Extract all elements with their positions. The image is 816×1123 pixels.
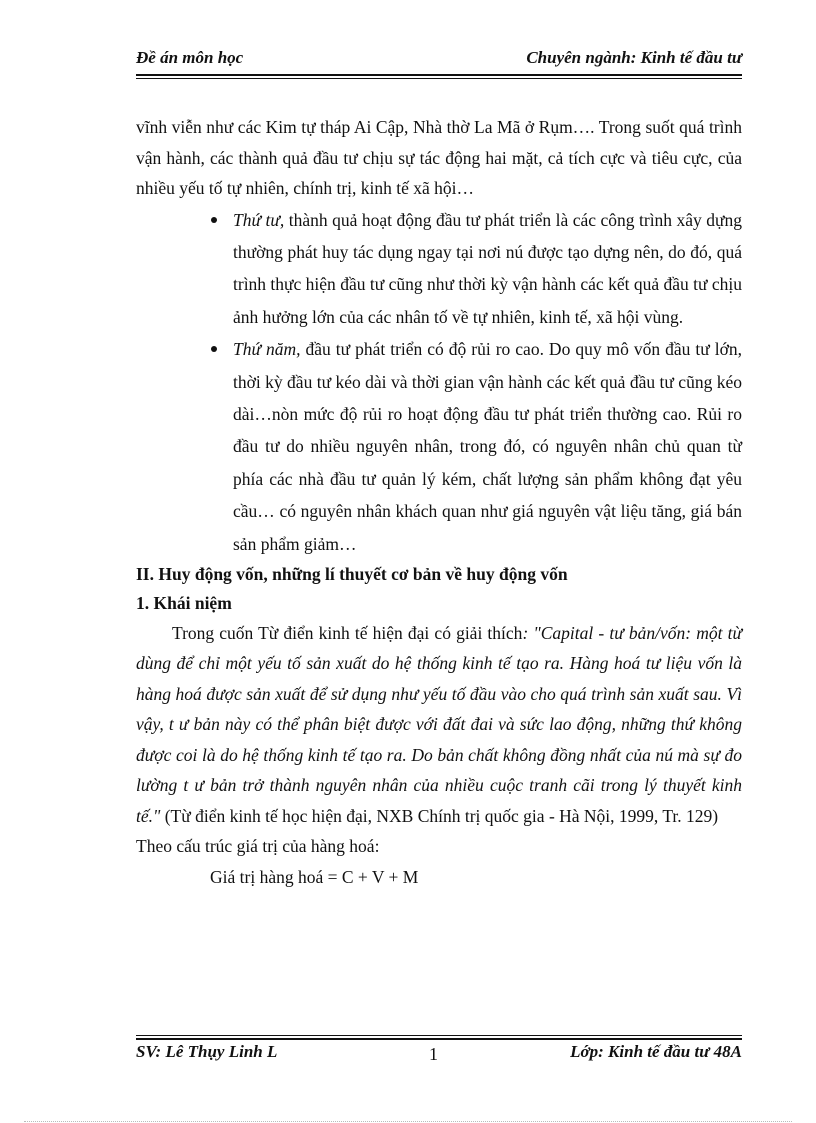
definition-lead: Trong cuốn Từ điển kinh tế hiện đại có giải thích bbox=[172, 622, 523, 643]
bullet-dot-icon bbox=[211, 217, 217, 223]
page-footer bbox=[136, 1042, 742, 1068]
bullet-lead: Thứ năm, bbox=[233, 339, 301, 360]
bullet-text: đầu tư phát triển có độ rủi ro cao. Do quy mô vốn đầu tư lớn, thời kỳ đầu tư kéo dài và thời gian vận hành các kết quả đầu tư cũng kéo dài…nòn mức độ rủi ro hoạt động đầu tư phát triển thường cao. Rủi ro đầu tư do nhiều nguyên nhân, trong đó, có nguyên nhân chủ quan từ phía các nhà đầu tư quản lý kém, chất lượng sản phẩm không đạt yêu cầu… có nguyên nhân khách quan như giá nguyên vật liệu tăng, giá bán sản phẩm giảm… bbox=[233, 339, 742, 554]
value-formula: Giá trị hàng hoá = C + V + M bbox=[210, 866, 419, 887]
structure-paragraph: Theo cấu trúc giá trị của hàng hoá: bbox=[136, 836, 380, 857]
definition-paragraph bbox=[136, 618, 742, 832]
footer-student: SV: Lê Thụy Linh L bbox=[136, 1042, 278, 1061]
page-number: 1 bbox=[429, 1044, 438, 1064]
footer-rule-thick bbox=[136, 1038, 742, 1040]
bullet-text: thành quả hoạt động đầu tư phát triển là các công trình xây dựng thường phát huy tác dụng ngay tại nơi nú được tạo dựng nên, do đó, quá trình thực hiện đầu tư cũng như thời kỳ vận hành các kết quả đầu tư chịu ảnh hưởng lớn của các nhân tố về tự nhiên, kinh tế, xã hội vùng. bbox=[233, 209, 743, 327]
section-heading: II. Huy động vốn, những lí thuyết cơ bản về huy động vốn bbox=[136, 563, 568, 584]
definition-source: (Từ điển kinh tế học hiện đại, NXB Chính trị quốc gia - Hà Nội, 1999, Tr. 129) bbox=[160, 805, 719, 826]
page-boundary bbox=[24, 1121, 792, 1122]
bullet-item-fourth bbox=[233, 204, 742, 334]
header-course-title: Đề án môn học bbox=[136, 48, 244, 67]
page-header bbox=[136, 48, 742, 74]
bullet-item-fifth bbox=[233, 333, 742, 560]
intro-paragraph: vĩnh viễn như các Kim tự tháp Ai Cập, Nhà thờ La Mã ở Rụm…. Trong suốt quá trình vận hành, các thành quả đầu tư chịu sự tác động hai mặt, cả tích cực và tiêu cực, của nhiều yếu tố tự nhiên, chính trị, kinh tế xã hội… bbox=[136, 117, 742, 198]
bullet-lead: Thứ tư, bbox=[233, 209, 285, 230]
header-rule-thick bbox=[136, 74, 742, 76]
definition-quote: : "Capital - tư bản/vốn: một từ dùng để chỉ một yếu tố sản xuất do hệ thống kinh tế tạo ra. Hàng hoá tư liệu vốn là hàng hoá được sản xuất để sử dụng như yếu tố đầu vào cho quá trình sản xuất sau. Vì vậy, t ư bản này có thể phân biệt được với đất đai và sức lao động, những thứ không được coi là do hệ thống kinh tế tạo ra. Do bản chất không đồng nhất của nú mà sự đo lường t ư bản trở thành nguyên nhân của nhiều cuộc tranh cãi trong lý thuyết kinh tế." bbox=[136, 622, 742, 826]
header-rule-thin bbox=[136, 78, 742, 79]
footer-class: Lớp: Kinh tế đầu tư 48A bbox=[570, 1042, 742, 1061]
header-major: Chuyên ngành: Kinh tế đầu tư bbox=[526, 48, 742, 67]
bullet-dot-icon bbox=[211, 346, 217, 352]
page-body bbox=[136, 112, 742, 892]
footer-rule-thin bbox=[136, 1035, 742, 1036]
subsection-heading: 1. Khái niệm bbox=[136, 592, 232, 613]
bullet-list bbox=[136, 204, 742, 560]
